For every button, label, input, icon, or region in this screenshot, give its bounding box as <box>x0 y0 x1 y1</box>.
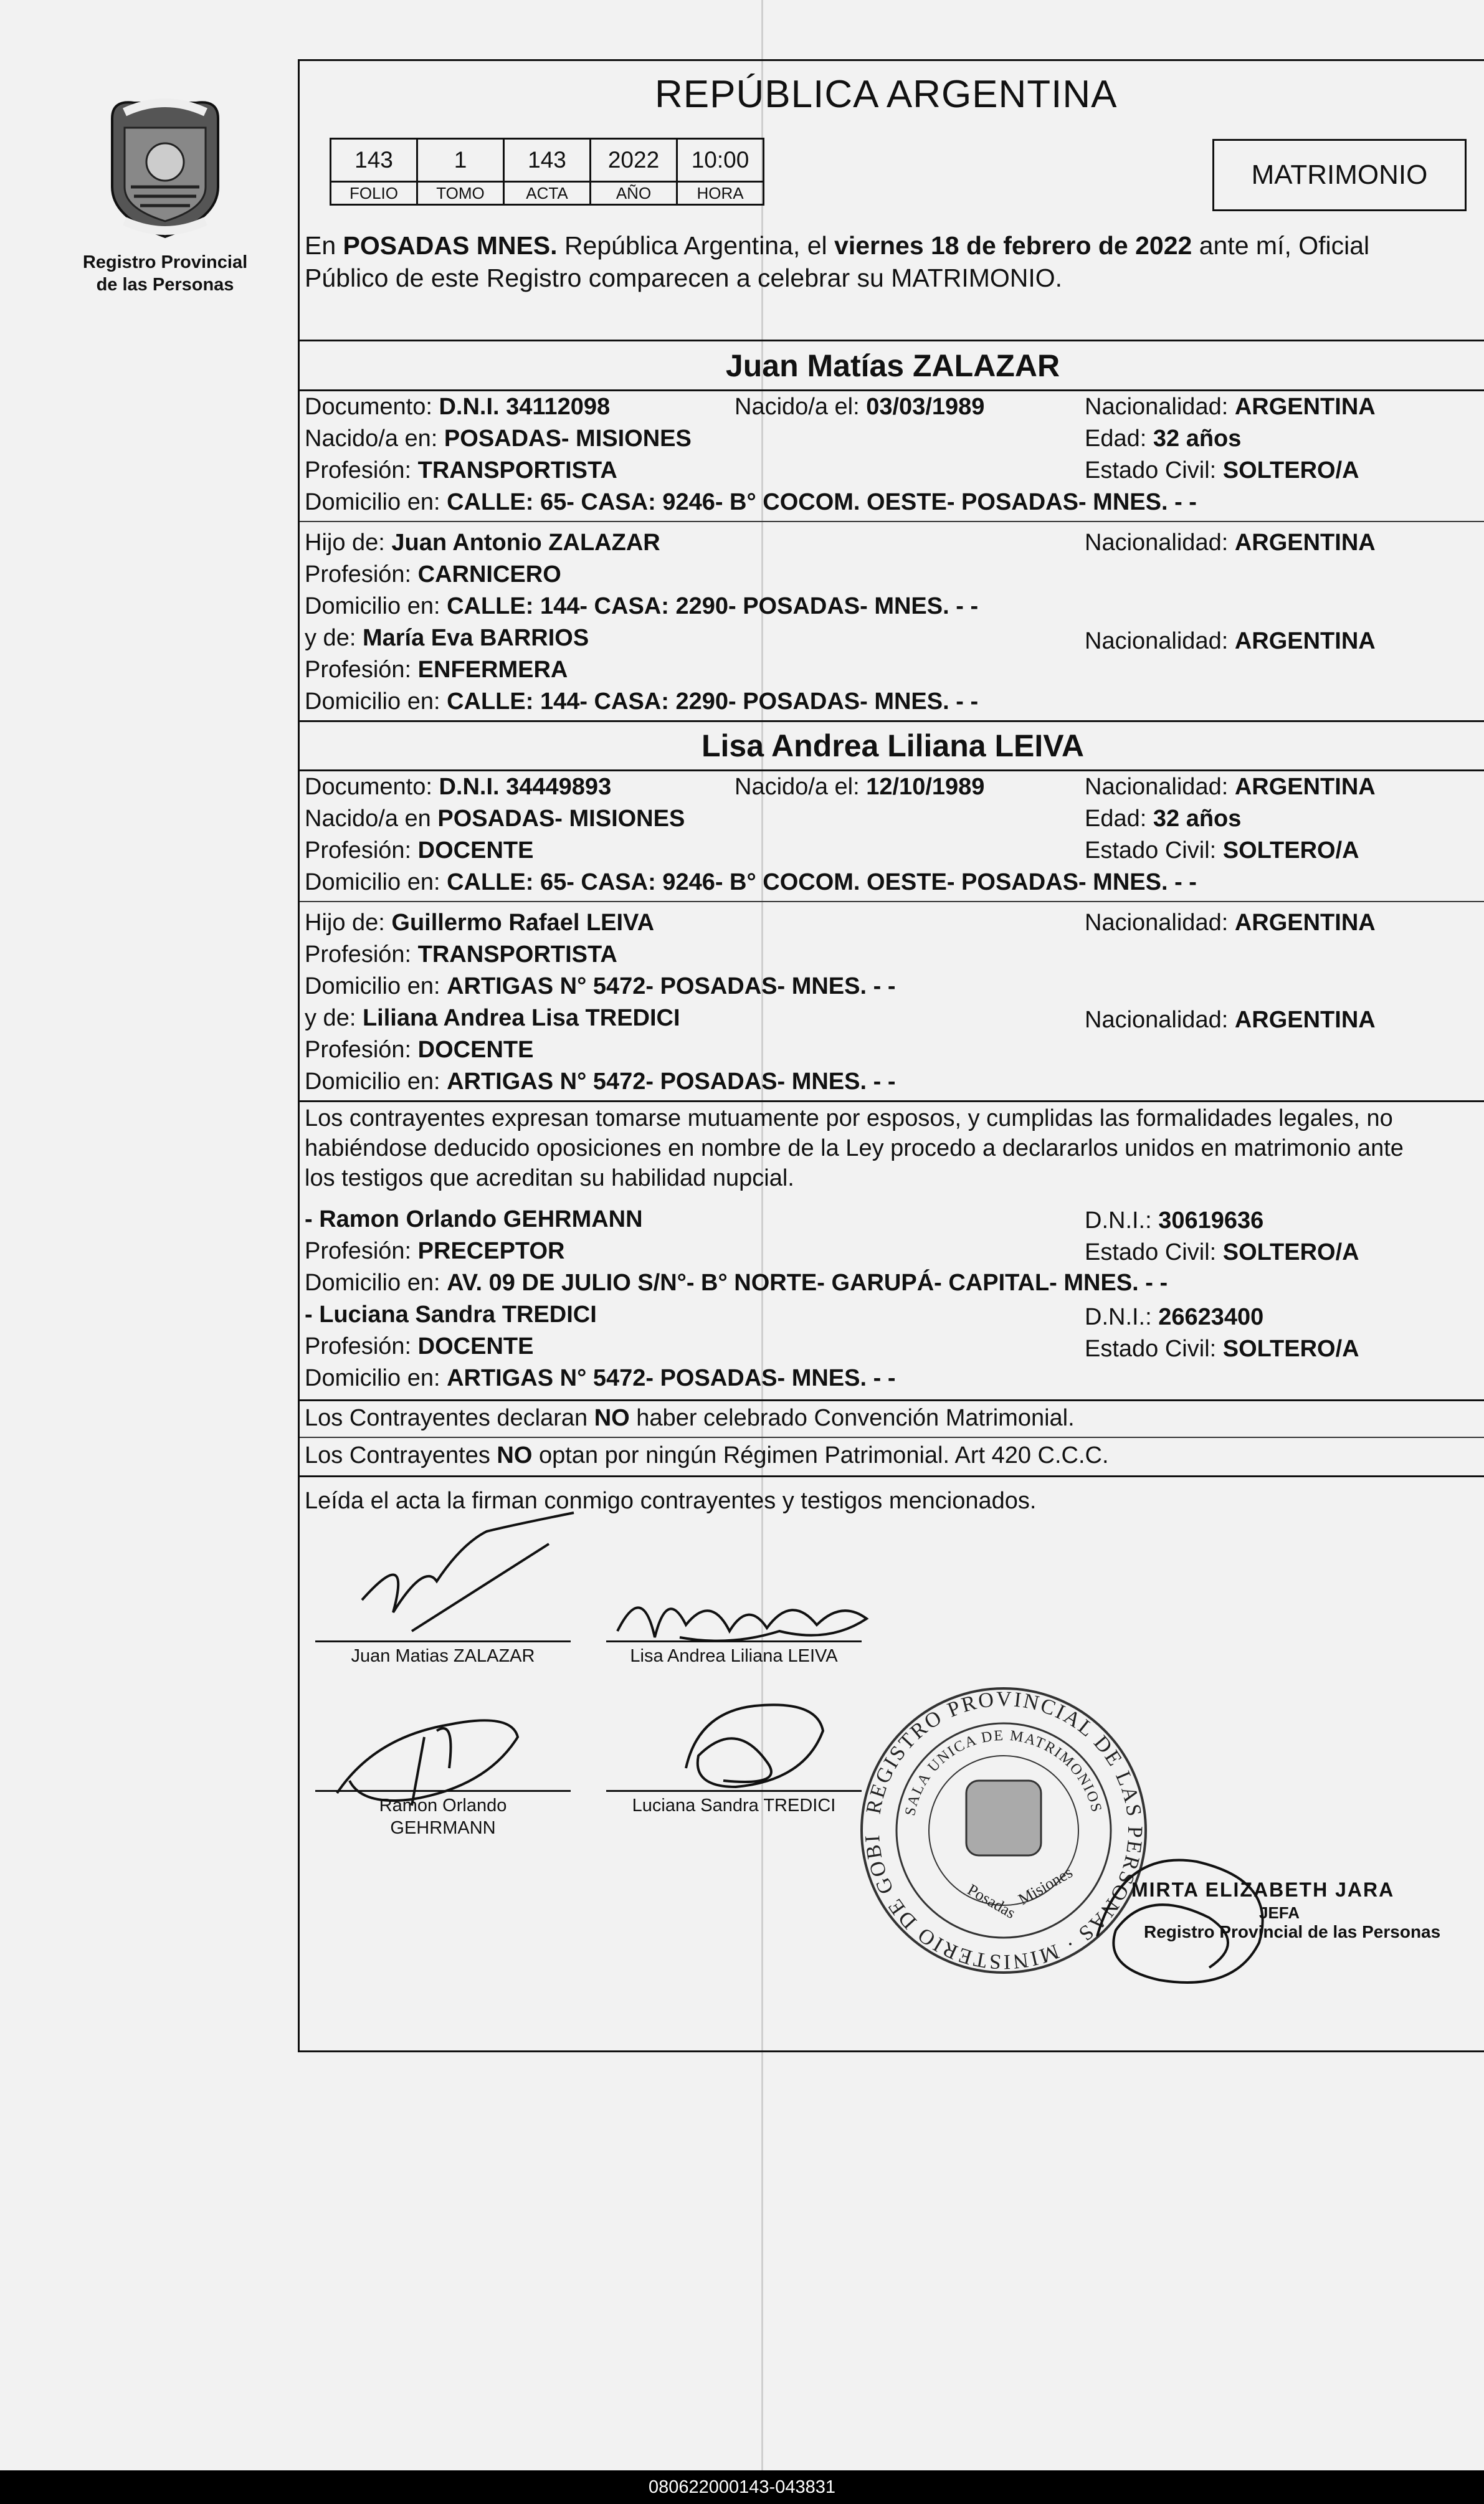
bride-age: Edad: 32 años <box>1085 806 1242 832</box>
witness-1-profession: Profesión: PRECEPTOR <box>305 1238 565 1264</box>
declaration-line-1: Los contrayentes expresan tomarse mutuamente por esposos, y cumplidas las formalidades legales, no <box>305 1105 1393 1131</box>
year-value: 2022 <box>591 139 677 182</box>
bride-address: Domicilio en: CALLE: 65- CASA: 9246- B° COCOM. OESTE- POSADAS- MNES. - - <box>305 869 1197 895</box>
groom-address: Domicilio en: CALLE: 65- CASA: 9246- B° COCOM. OESTE- POSADAS- MNES. - - <box>305 489 1197 515</box>
witness-2-civil-status: Estado Civil: SOLTERO/A <box>1085 1336 1359 1362</box>
tomo-value: 1 <box>417 139 504 182</box>
intro-text-1: En <box>305 231 343 260</box>
groom-signature-name: Juan Matias ZALAZAR <box>351 1646 535 1666</box>
witness-1-signature-name: Ramon Orlando GEHRMANN <box>379 1796 507 1838</box>
groom-mother-nationality: Nacionalidad: ARGENTINA <box>1085 628 1376 654</box>
divider <box>300 389 1484 391</box>
folio-label: FOLIO <box>331 182 417 205</box>
year-label: AÑO <box>591 182 677 205</box>
witness-1-address: Domicilio en: AV. 09 DE JULIO S/N°- B° NORTE- GARUPÁ- CAPITAL- MNES. - - <box>305 1270 1168 1296</box>
witness-2-signature-scribble-icon <box>661 1693 848 1806</box>
intro-text-3: ante mí, Oficial <box>1192 231 1370 260</box>
groom-mother: y de: María Eva BARRIOS <box>305 625 589 651</box>
bride-nationality: Nacionalidad: ARGENTINA <box>1085 774 1376 800</box>
bride-signature-name: Lisa Andrea Liliana LEIVA <box>630 1646 838 1666</box>
bride-signature-scribble-icon <box>605 1575 892 1656</box>
intro-date: viernes 18 de febrero de 2022 <box>834 231 1192 260</box>
official-office: Registro Provincial de las Personas <box>1144 1922 1441 1941</box>
groom-civil-status: Estado Civil: SOLTERO/A <box>1085 457 1359 483</box>
registry-index-table <box>330 138 764 206</box>
groom-age: Edad: 32 años <box>1085 426 1242 452</box>
document-barcode-strip: 080622000143-043831 <box>0 2470 1484 2504</box>
registry-logo <box>75 93 255 296</box>
divider <box>300 720 1484 722</box>
acta-label: ACTA <box>504 182 591 205</box>
declaration-paragraph <box>305 1103 1484 1193</box>
bride-mother-address: Domicilio en: ARTIGAS N° 5472- POSADAS- MNES. - - <box>305 1069 896 1095</box>
registry-caption <box>75 251 255 296</box>
groom-name: Juan Matías ZALAZAR <box>725 348 1060 383</box>
hour-label: HORA <box>677 182 764 205</box>
witness-2-name: - Luciana Sandra TREDICI <box>305 1302 597 1328</box>
declaration-line-3: los testigos que acreditan su habilidad nupcial. <box>305 1165 794 1191</box>
bride-civil-status: Estado Civil: SOLTERO/A <box>1085 837 1359 864</box>
act-type-box: MATRIMONIO <box>1212 139 1467 211</box>
divider <box>300 521 1484 522</box>
groom-mother-profession: Profesión: ENFERMERA <box>305 657 568 683</box>
groom-birthdate: Nacido/a el: 03/03/1989 <box>735 394 985 420</box>
hour-value: 10:00 <box>677 139 764 182</box>
groom-father-address: Domicilio en: CALLE: 144- CASA: 2290- POSADAS- MNES. - - <box>305 593 979 619</box>
divider <box>300 901 1484 902</box>
declaration-line-2: habiéndose deducido oposiciones en nombre de la Ley procedo a declararlos unidos en matrimonio ante <box>305 1135 1404 1161</box>
groom-father-nationality: Nacionalidad: ARGENTINA <box>1085 530 1376 556</box>
witness-2-signature-name: Luciana Sandra TREDICI <box>632 1796 836 1816</box>
bride-document: Documento: D.N.I. 34449893 <box>305 774 612 800</box>
registry-caption-line1: Registro Provincial <box>82 252 248 272</box>
intro-paragraph <box>305 229 1482 294</box>
groom-mother-address: Domicilio en: CALLE: 144- CASA: 2290- POSADAS- MNES. - - <box>305 688 979 715</box>
svg-text:Posadas: Posadas <box>964 1880 1019 1923</box>
svg-text:Misiones: Misiones <box>1015 1863 1076 1909</box>
bride-father: Hijo de: Guillermo Rafael LEIVA <box>305 910 655 936</box>
groom-birthplace: Nacido/a en: POSADAS- MISIONES <box>305 426 692 452</box>
bride-mother-nationality: Nacionalidad: ARGENTINA <box>1085 1007 1376 1033</box>
official-role: JEFA <box>1259 1903 1300 1922</box>
witness-1-signature-scribble-icon <box>325 1700 536 1824</box>
folio-value: 143 <box>331 139 417 182</box>
tomo-label: TOMO <box>417 182 504 205</box>
witness-1-name: - Ramon Orlando GEHRMANN <box>305 1206 643 1232</box>
divider <box>300 1437 1484 1438</box>
bride-father-nationality: Nacionalidad: ARGENTINA <box>1085 910 1376 936</box>
page-title: REPÚBLICA ARGENTINA <box>655 73 1118 116</box>
groom-document: Documento: D.N.I. 34112098 <box>305 394 611 420</box>
bride-profession: Profesión: DOCENTE <box>305 837 534 864</box>
intro-text-2: República Argentina, el <box>557 231 835 260</box>
official-name: MIRTA ELIZABETH JARA <box>1131 1878 1395 1901</box>
witness-2-address: Domicilio en: ARTIGAS N° 5472- POSADAS- MNES. - - <box>305 1365 896 1391</box>
witness-2-dni: D.N.I.: 26623400 <box>1085 1304 1264 1330</box>
bride-birthdate: Nacido/a el: 12/10/1989 <box>735 774 985 800</box>
groom-father-profession: Profesión: CARNICERO <box>305 561 561 588</box>
registry-caption-line2: de las Personas <box>96 275 234 295</box>
groom-father: Hijo de: Juan Antonio ZALAZAR <box>305 530 660 556</box>
marriage-certificate <box>298 59 1484 2052</box>
regime-statement: Los Contrayentes NO optan por ningún Régimen Patrimonial. Art 420 C.C.C. <box>305 1442 1109 1469</box>
witness-1-dni: D.N.I.: 30619636 <box>1085 1207 1264 1234</box>
bride-mother: y de: Liliana Andrea Lisa TREDICI <box>305 1005 680 1031</box>
witness-2-profession: Profesión: DOCENTE <box>305 1333 534 1359</box>
divider <box>300 769 1484 771</box>
acta-value: 143 <box>504 139 591 182</box>
groom-profession: Profesión: TRANSPORTISTA <box>305 457 617 483</box>
convention-statement: Los Contrayentes declaran NO haber celebrado Convención Matrimonial. <box>305 1405 1075 1431</box>
bride-father-profession: Profesión: TRANSPORTISTA <box>305 941 617 968</box>
bride-birthplace: Nacido/a en POSADAS- MISIONES <box>305 806 685 832</box>
province-seal-icon <box>100 93 231 243</box>
witness-1-civil-status: Estado Civil: SOLTERO/A <box>1085 1239 1359 1265</box>
intro-place: POSADAS MNES. <box>343 231 558 260</box>
reading-statement: Leída el acta la firman conmigo contrayentes y testigos mencionados. <box>305 1488 1037 1514</box>
divider <box>300 1475 1484 1477</box>
divider <box>300 1100 1484 1102</box>
divider <box>300 1399 1484 1401</box>
bride-name: Lisa Andrea Liliana LEIVA <box>701 728 1085 763</box>
intro-line-2: Público de este Registro comparecen a celebrar su MATRIMONIO. <box>305 264 1063 292</box>
groom-nationality: Nacionalidad: ARGENTINA <box>1085 394 1376 420</box>
bride-father-address: Domicilio en: ARTIGAS N° 5472- POSADAS- MNES. - - <box>305 973 896 999</box>
divider <box>300 340 1484 341</box>
svg-text:SALA UNICA DE MATRIMONIOS: SALA UNICA DE MATRIMONIOS <box>902 1727 1105 1817</box>
svg-text:REGISTRO PROVINCIAL DE LAS PER: REGISTRO PROVINCIAL DE LAS PERSONAS · MINISTERIO DE GOBIERNO · <box>845 1663 1147 1974</box>
bride-mother-profession: Profesión: DOCENTE <box>305 1037 534 1063</box>
